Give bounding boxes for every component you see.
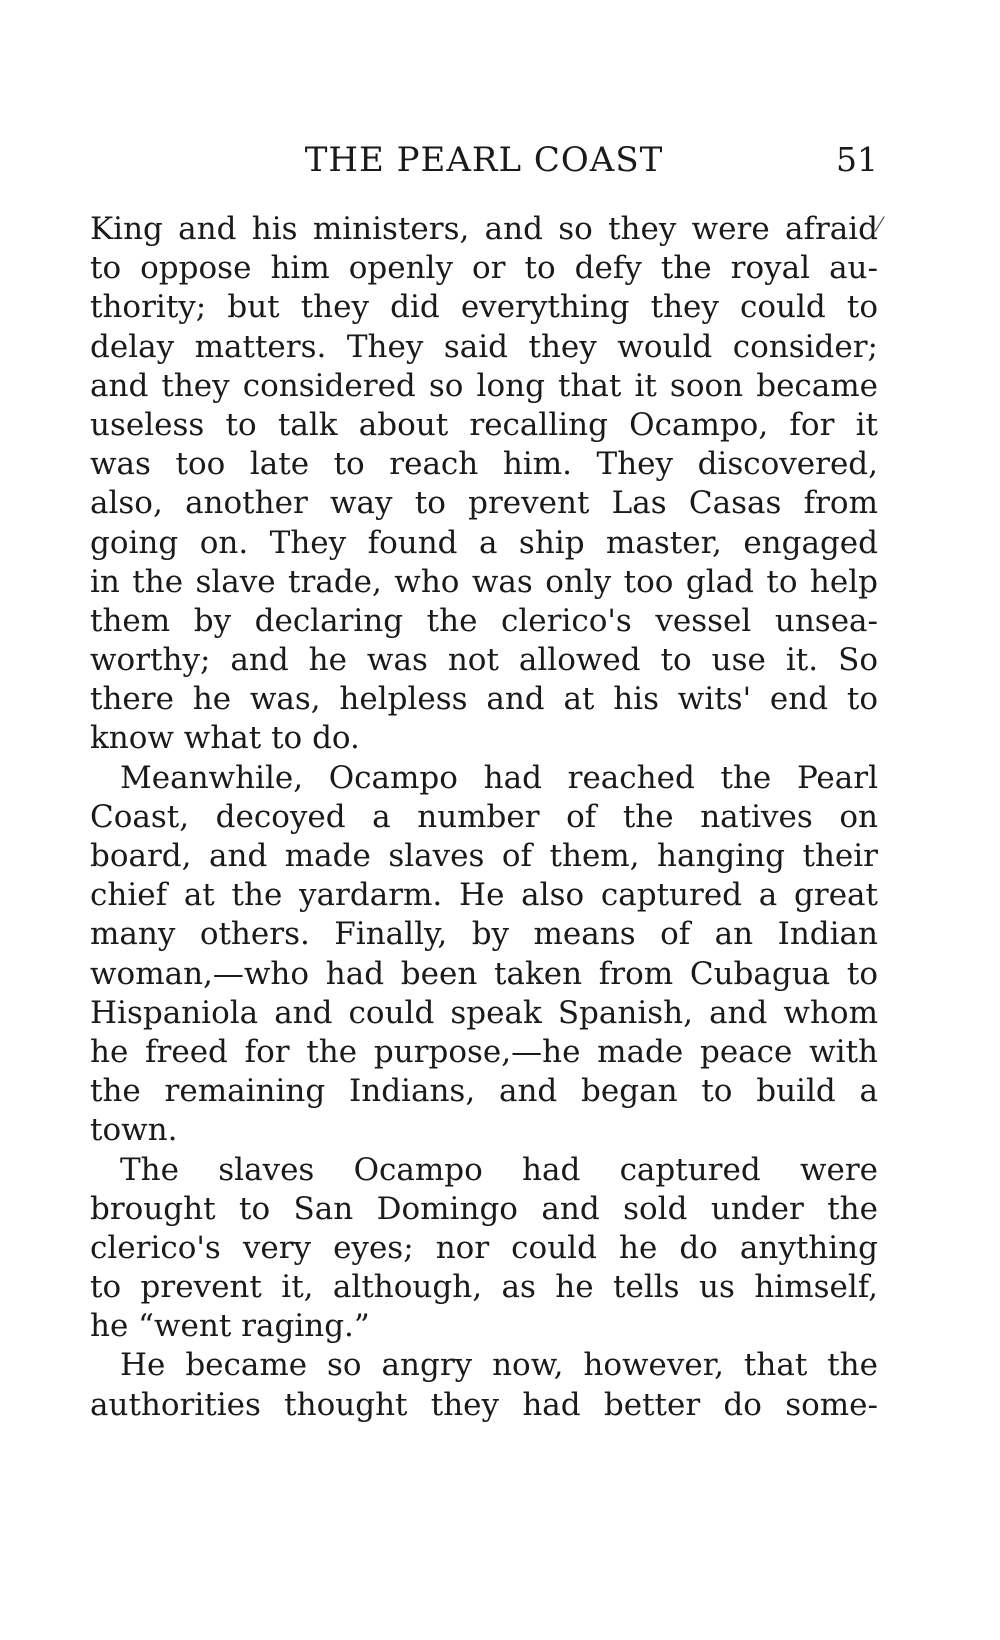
body-text — [90, 210, 878, 1425]
text-line: board, and made slaves of them, hanging their — [90, 838, 878, 874]
text-line: delay matters. They said they would consider; — [90, 328, 878, 365]
page-number: 51 — [836, 140, 878, 179]
text-line: Hispaniola and could speak Spanish, and whom — [90, 994, 878, 1031]
text-line: Coast, decoyed a number of the natives on — [90, 798, 878, 835]
text-line: town. — [90, 1112, 178, 1149]
text-line: to oppose him openly or to defy the royal au- — [90, 250, 878, 287]
text-line: going on. They found a ship master, engaged — [90, 524, 878, 561]
text-line: King and his ministers, and so they were afraid — [90, 211, 878, 247]
text-line: thority; but they did everything they could to — [90, 289, 878, 326]
text-line: authorities thought they had better do some- — [90, 1386, 878, 1423]
text-line: and they considered so long that it soon became — [90, 367, 878, 404]
text-line: know what to do. — [90, 720, 360, 757]
text-line: the remaining Indians, and began to build a — [90, 1073, 878, 1110]
running-title: THE PEARL COAST — [304, 140, 664, 180]
text-line: in the slave trade, who was only too glad to help — [90, 563, 878, 600]
text-line: He became so angry now, however, that the — [120, 1347, 878, 1384]
text-line: he freed for the purpose,—he made peace with — [90, 1033, 878, 1070]
text-line: was too late to reach him. They discovered, — [90, 446, 878, 483]
text-line: woman,—who had been taken from Cubagua to — [90, 955, 878, 992]
text-line: many others. Finally, by means of an Indian — [90, 916, 878, 953]
text-line: The slaves Ocampo had captured were — [120, 1151, 878, 1188]
text-line: to prevent it, although, as he tells us himself, — [90, 1269, 878, 1306]
text-line: he “went raging.” — [90, 1308, 370, 1345]
text-line: clerico's very eyes; nor could he do anything — [90, 1229, 878, 1266]
text-line: worthy; and he was not allowed to use it. So — [90, 642, 878, 679]
text-line: also, another way to prevent Las Casas from — [90, 485, 878, 522]
text-line: Meanwhile, Ocampo had reached the Pearl — [120, 759, 878, 796]
text-line: them by declaring the clerico's vessel unsea- — [90, 602, 878, 639]
text-line: brought to San Domingo and sold under the — [90, 1190, 878, 1227]
text-line: chief at the yardarm. He also captured a great — [90, 877, 878, 914]
text-line: useless to talk about recalling Ocampo, for it — [90, 406, 878, 443]
margin-pencil-mark-icon: ⁄ — [878, 212, 882, 236]
text-line: there he was, helpless and at his wits' end to — [90, 681, 878, 718]
running-head — [90, 138, 878, 182]
